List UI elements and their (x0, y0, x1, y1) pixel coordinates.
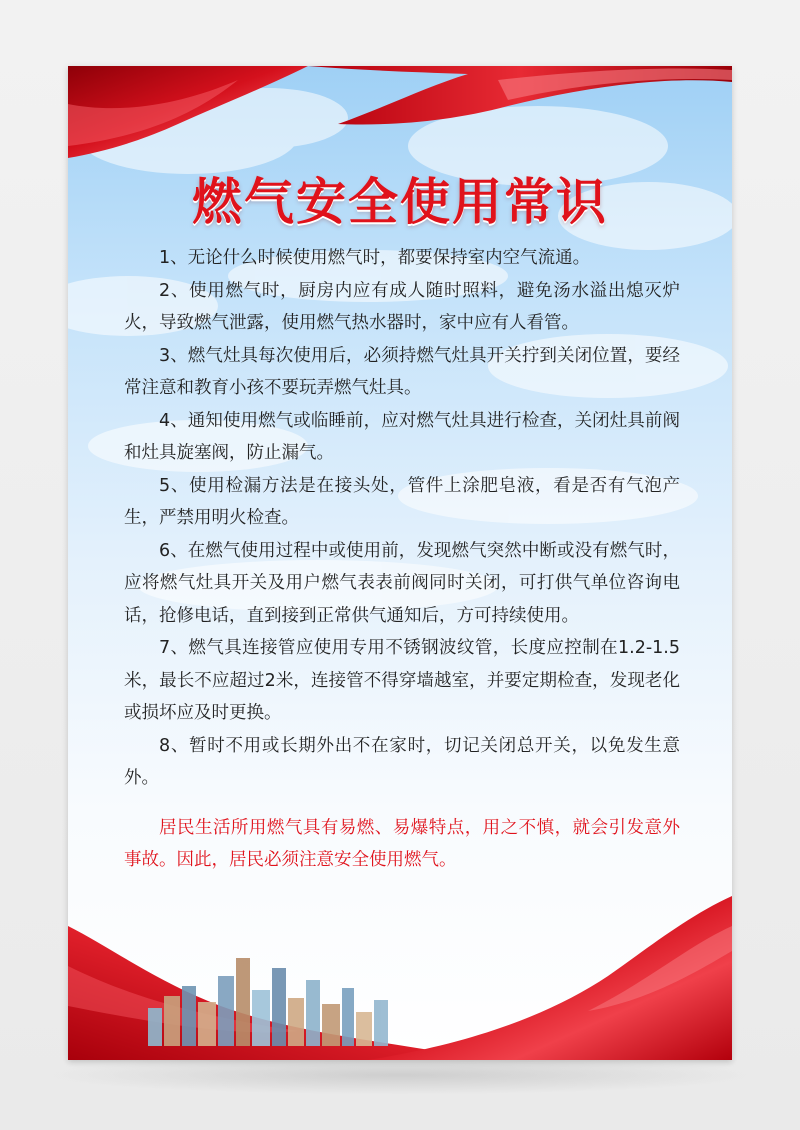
tip-item: 5、使用检漏方法是在接头处，管件上涂肥皂液，看是否有气泡产生，严禁用明火检查。 (124, 475, 680, 528)
page-title: 燃气安全使用常识 (192, 173, 608, 231)
safety-poster (68, 66, 732, 1060)
tip-item: 1、无论什么时候使用燃气时，都要保持室内空气流通。 (159, 248, 591, 268)
safety-tips-list (124, 242, 680, 877)
tip-item: 4、通知使用燃气或临睡前，应对燃气灶具进行检查，关闭灶具前阀和灶具旋塞阀，防止漏气。 (124, 410, 680, 463)
tip-item: 7、燃气具连接管应使用专用不锈钢波纹管，长度应控制在1.2-1.5米，最长不应超过2米，连接管不得穿墙越室，并要定期检查，发现老化或损坏应及时更换。 (124, 638, 680, 723)
tip-item: 6、在燃气使用过程中或使用前，发现燃气突然中断或没有燃气时，应将燃气灶具开关及用户燃气表表前阀同时关闭，可打供气单位咨询电话，抢修电话，直到接到正常供气通知后，方可持续使用。 (124, 540, 680, 626)
tip-item: 8、暂时不用或长期外出不在家时，切记关闭总开关，以免发生意外。 (124, 735, 680, 788)
tip-item: 2、使用燃气时，厨房内应有成人随时照料，避免汤水溢出熄灭炉火，导致燃气泄露，使用燃气热水器时，家中应有人看管。 (124, 280, 680, 333)
tip-item: 3、燃气灶具每次使用后，必须持燃气灶具开关拧到关闭位置，要经常注意和教育小孩不要玩弄燃气灶具。 (124, 345, 680, 398)
floor-shadow (40, 1055, 760, 1095)
warning-note: 居民生活所用燃气具有易燃、易爆特点，用之不慎，就会引发意外事故。因此，居民必须注意安全使用燃气。 (124, 817, 680, 870)
city-skyline (140, 946, 400, 1046)
